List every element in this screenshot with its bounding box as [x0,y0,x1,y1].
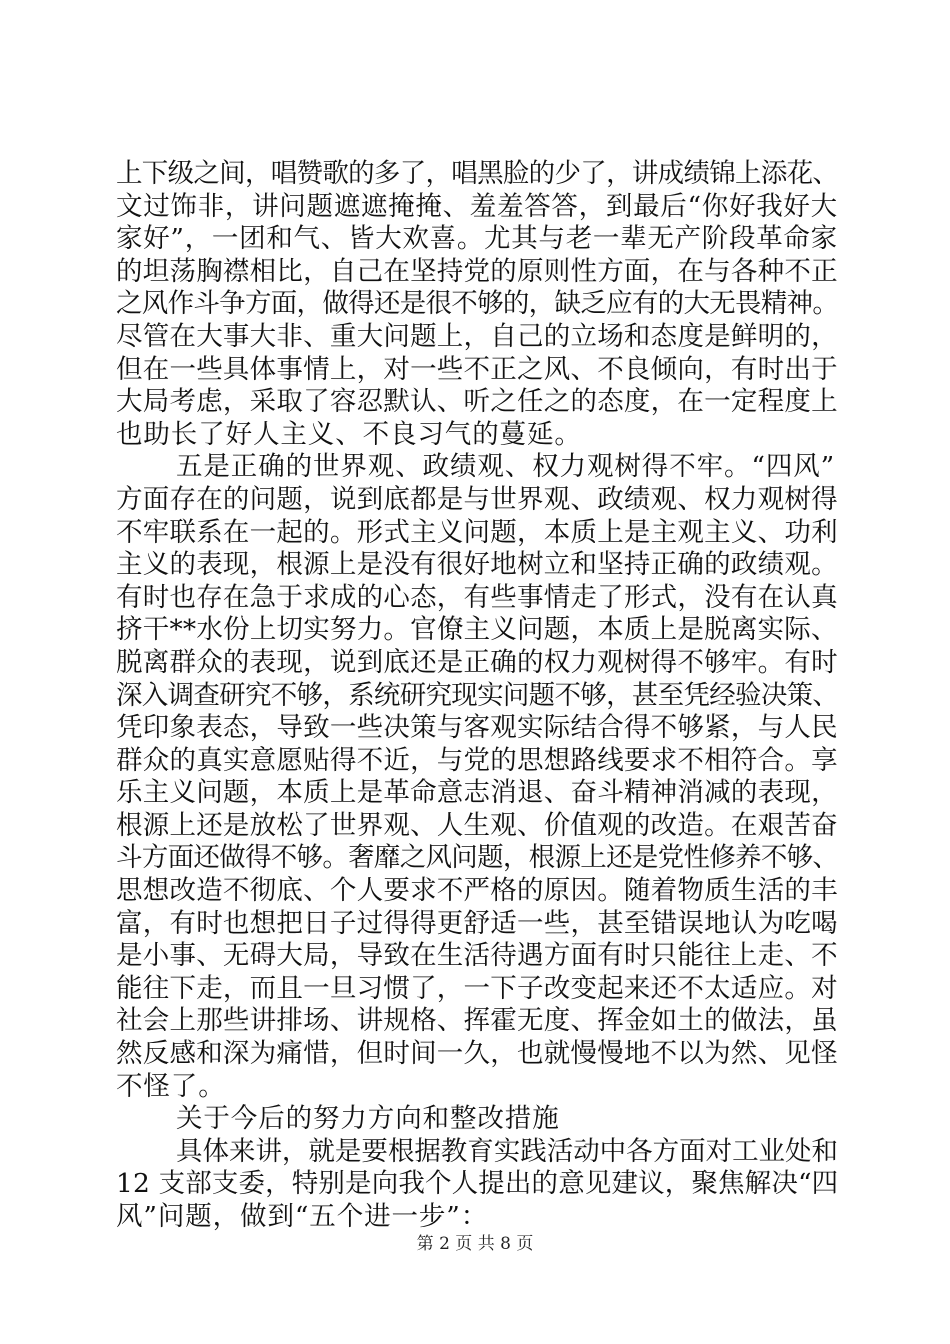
text-line: 之风作斗争方面，做得还是很不够的，缺乏应有的大无畏精神。 [116,288,839,320]
page-footer [0,1234,950,1254]
text-line: 乐主义问题，本质上是革命意志消退、奋斗精神消减的表现， [116,777,838,809]
text-line: 思想改造不彻底、个人要求不严格的原因。随着物质生活的丰 [116,875,838,907]
text-line: 12 支部支委，特别是向我个人提出的意见建议，聚焦解决“四 [116,1168,839,1200]
text-line: 根源上还是放松了世界观、人生观、价值观的改造。在艰苦奋 [116,809,838,841]
text-line: 方面存在的问题，说到底都是与世界观、政绩观、权力观树得 [116,483,838,515]
text-line: 凭印象表态，导致一些决策与客观实际结合得不够紧，与人民 [116,712,838,744]
text-line: 也助长了好人主义、不良习气的蔓延。 [116,418,582,450]
text-line: 斗方面还做得不够。奢靡之风问题，根源上还是党性修养不够、 [116,842,839,874]
text-line: 深入调查研究不够，系统研究现实问题不够，甚至凭经验决策、 [116,679,839,711]
text-line: 风”问题，做到“五个进一步”： [116,1201,489,1232]
text-line: 脱离群众的表现，说到底还是正确的权力观树得不够牢。有时 [116,646,838,678]
text-line: 然反感和深为痛惜，但时间一久，也就慢慢地不以为然、见怪 [116,1038,838,1070]
document-body [116,158,838,1234]
text-line: 上下级之间，唱赞歌的多了，唱黑脸的少了，讲成绩锦上添花、 [116,158,839,189]
text-line: 具体来讲，就是要根据教育实践活动中各方面对工业处和 [176,1135,838,1167]
text-line: 五是正确的世界观、政绩观、权力观树得不牢。“四风” [176,451,836,483]
text-line: 不怪了。 [116,1070,226,1102]
text-line: 能往下走，而且一旦习惯了，一下子改变起来还不太适应。对 [116,972,838,1004]
text-line: 文过饰非，讲问题遮遮掩掩、羞羞答答，到最后“你好我好大 [116,190,838,222]
text-line: 尽管在大事大非、重大问题上，自己的立场和态度是鲜明的， [116,320,838,352]
text-line: 是小事、无碍大局，导致在生活待遇方面有时只能往上走、不 [116,940,838,972]
text-line: 有时也存在急于求成的心态，有些事情走了形式，没有在认真 [116,581,838,613]
text-line: 但在一些具体事情上，对一些不正之风、不良倾向，有时出于 [116,353,838,385]
text-line: 家好”，一团和气、皆大欢喜。尤其与老一辈无产阶段革命家 [116,223,838,255]
text-line: 关于今后的努力方向和整改措施 [176,1103,560,1135]
text-line: 社会上那些讲排场、讲规格、挥霍无度、挥金如土的做法，虽 [116,1005,838,1037]
page-number-label: 第 2 页 共 8 页 [416,1234,534,1254]
text-line: 的坦荡胸襟相比，自己在坚持党的原则性方面，在与各种不正 [116,255,838,287]
text-line: 富，有时也想把日子过得得更舒适一些，甚至错误地认为吃喝 [116,907,838,939]
text-line: 群众的真实意愿贴得不近，与党的思想路线要求不相符合。享 [116,744,838,776]
text-line: 主义的表现，根源上是没有很好地树立和坚持正确的政绩观。 [116,549,838,581]
text-line: 挤干**水份上切实努力。官僚主义问题，本质上是脱离实际、 [116,614,838,646]
text-line: 大局考虑，采取了容忍默认、听之任之的态度，在一定程度上 [116,386,838,418]
text-line: 不牢联系在一起的。形式主义问题，本质上是主观主义、功利 [116,516,838,548]
